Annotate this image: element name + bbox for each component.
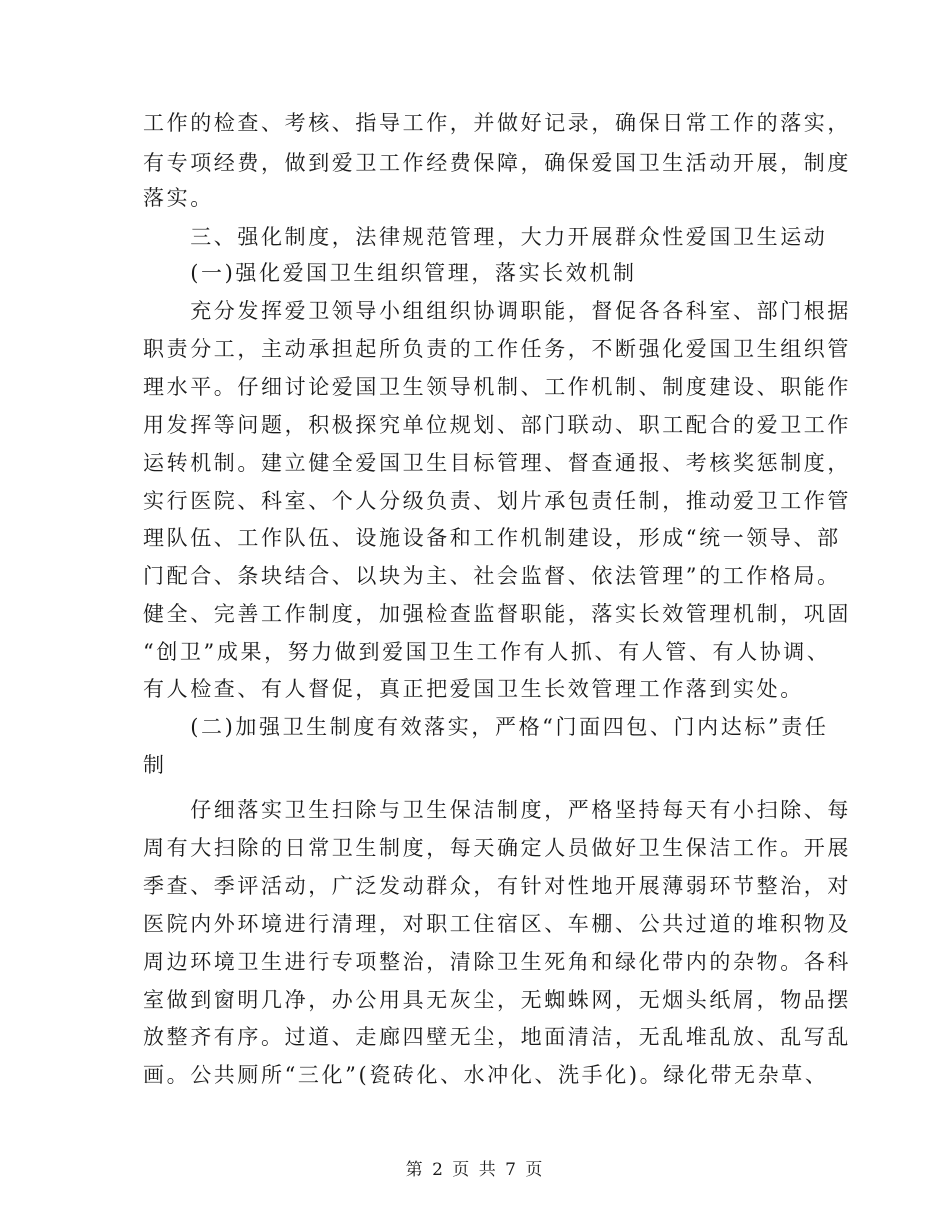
text-line: 职责分工，主动承担起所负责的工作任务，不断强化爱国卫生组织管 [143,337,851,361]
text-line: 落实。 [143,186,214,210]
text-line: 室做到窗明几净，办公用具无灰尘，无蜘蛛网，无烟头纸屑，物品摆 [143,988,851,1012]
text-line: 有人检查、有人督促，真正把爱国卫生长效管理工作落到实处。 [143,677,804,701]
text-line: (一)强化爱国卫生组织管理，落实长效机制 [143,261,637,285]
text-line: 周有大扫除的日常卫生制度，每天确定人员做好卫生保洁工作。开展 [143,836,851,860]
text-line: 理队伍、工作队伍、设施设备和工作机制建设，形成“统一领导、部 [143,526,841,550]
text-line: 医院内外环境进行清理，对职工住宿区、车棚、公共过道的堆积物及 [143,912,851,936]
text-line: 周边环境卫生进行专项整治，清除卫生死角和绿化带内的杂物。各科 [143,950,851,974]
text-line: 充分发挥爱卫领导小组组织协调职能，督促各各科室、部门根据 [143,299,851,323]
text-line: 理水平。仔细讨论爱国卫生领导机制、工作机制、制度建设、职能作 [143,375,851,399]
text-line: 画。公共厕所“三化”(瓷砖化、水冲化、洗手化)。绿化带无杂草、 [143,1063,829,1087]
text-line: 仔细落实卫生扫除与卫生保洁制度，严格坚持每天有小扫除、每 [143,798,851,822]
text-line: 季查、季评活动，广泛发动群众，有针对性地开展薄弱环节整治，对 [143,874,851,898]
text-line: “创卫”成果，努力做到爱国卫生工作有人抓、有人管、有人协调、 [143,640,831,664]
text-line: 三、强化制度，法律规范管理，大力开展群众性爱国卫生运动 [143,225,828,249]
text-line: 实行医院、科室、个人分级负责、划片承包责任制，推动爱卫工作管 [143,489,851,513]
text-line: (二)加强卫生制度有效落实，严格“门面四包、门内达标”责任 [143,715,829,739]
text-line: 有专项经费，做到爱卫工作经费保障，确保爱国卫生活动开展，制度 [143,151,851,175]
text-line: 用发挥等问题，积极探究单位规划、部门联动、职工配合的爱卫工作 [143,413,851,437]
page-number-footer: 第 2 页 共 7 页 [405,1160,545,1180]
text-line: 门配合、条块结合、以块为主、社会监督、依法管理”的工作格局。 [143,564,841,588]
text-line: 放整齐有序。过道、走廊四壁无尘，地面清洁，无乱堆乱放、乱写乱 [143,1025,851,1049]
text-line: 工作的检查、考核、指导工作，并做好记录，确保日常工作的落实， [143,111,851,135]
text-line: 制 [143,753,167,777]
text-line: 健全、完善工作制度，加强检查监督职能，落实长效管理机制，巩固 [143,602,851,626]
text-line: 运转机制。建立健全爱国卫生目标管理、督查通报、考核奖惩制度， [143,451,851,475]
